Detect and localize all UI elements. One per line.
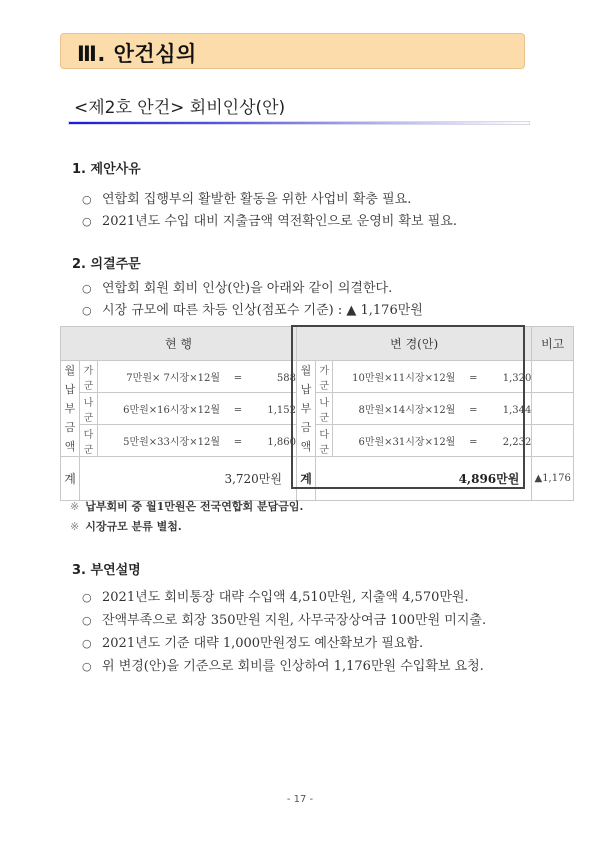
total-current: 3,720만원 — [80, 457, 297, 501]
total-label-changed: 계 — [296, 457, 315, 501]
circle-bullet-icon: ○ — [82, 215, 92, 228]
group-label: 나군 — [315, 393, 332, 425]
group-label: 나군 — [80, 393, 98, 425]
title-underline-bar — [68, 121, 530, 125]
circle-bullet-icon: ○ — [82, 637, 92, 650]
formula-cell: 10만원×11시장×12월 = 1,320 — [333, 361, 532, 393]
remark-cell — [532, 425, 574, 457]
total-label-current: 계 — [61, 457, 80, 501]
remark-cell — [532, 361, 574, 393]
group-label: 다군 — [80, 425, 98, 457]
table-total-row — [61, 457, 574, 501]
header-remark: 비고 — [532, 327, 574, 361]
formula-cell: 5만원×33시장×12월 = 1,860 — [97, 425, 296, 457]
formula-cell: 6만원×16시장×12월 = 1,152 — [97, 393, 296, 425]
agenda-title: <제2호 안건> 회비인상(안) — [74, 98, 286, 118]
group-label: 다군 — [315, 425, 332, 457]
formula-cell: 7만원× 7시장×12월 = 588 — [97, 361, 296, 393]
circle-bullet-icon: ○ — [82, 282, 92, 295]
group-label: 가군 — [315, 361, 332, 393]
section-banner — [60, 33, 525, 69]
remark-total-increase: ▲1,176 — [532, 457, 574, 501]
remark-cell — [532, 393, 574, 425]
page-number: - 17 - — [286, 794, 314, 805]
list-item: ○ 연합회 회원 회비 인상(안)을 아래와 같이 의결한다. — [82, 281, 393, 296]
heading-proposal-reason: 1. 제안사유 — [72, 162, 141, 177]
list-item: ○ 시장 규모에 따른 차등 인상(점포수 기준) : ▲ 1,176만원 — [82, 303, 423, 318]
circle-bullet-icon: ○ — [82, 614, 92, 627]
header-current: 현 행 — [61, 327, 297, 361]
footnote: ※ 납부회비 중 월1만원은 전국연합회 분담금임. — [70, 500, 304, 513]
circle-bullet-icon: ○ — [82, 193, 92, 206]
total-changed: 4,896만원 — [315, 457, 531, 501]
circle-bullet-icon: ○ — [82, 591, 92, 604]
row-label-monthly-fee: 월 납부 금액 — [296, 361, 315, 457]
list-item: ○ 2021년도 기준 대략 1,000만원정도 예산확보가 필요함. — [82, 636, 424, 651]
table-header-row — [61, 327, 574, 361]
list-item: ○ 연합회 집행부의 활발한 활동을 위한 사업비 확충 필요. — [82, 192, 412, 207]
footnote: ※ 시장규모 분류 별첨. — [70, 520, 182, 533]
heading-explanation: 3. 부연설명 — [72, 563, 141, 578]
list-item: ○ 잔액부족으로 회장 350만원 지원, 사무국장상여금 100만원 미지출. — [82, 613, 487, 628]
formula-cell: 8만원×14시장×12월 = 1,344 — [333, 393, 532, 425]
row-label-monthly-fee: 월 납부 금액 — [61, 361, 80, 457]
table-row — [61, 361, 574, 393]
table-row — [61, 393, 574, 425]
fee-comparison-table — [60, 326, 574, 501]
header-changed: 변 경(안) — [296, 327, 531, 361]
list-item: ○ 2021년도 수입 대비 지출금액 역전확인으로 운영비 확보 필요. — [82, 214, 457, 229]
formula-cell: 6만원×31시장×12월 = 2,232 — [333, 425, 532, 457]
reference-mark-icon: ※ — [70, 520, 80, 533]
heading-resolution: 2. 의결주문 — [72, 257, 141, 272]
list-item: ○ 2021년도 회비통장 대략 수입액 4,510만원, 지출액 4,570만원. — [82, 590, 469, 605]
circle-bullet-icon: ○ — [82, 304, 92, 317]
reference-mark-icon: ※ — [70, 500, 80, 513]
section-title: Ⅲ. 안건심의 — [77, 42, 197, 66]
circle-bullet-icon: ○ — [82, 660, 92, 673]
group-label: 가군 — [80, 361, 98, 393]
table-row — [61, 425, 574, 457]
list-item: ○ 위 변경(안)을 기준으로 회비를 인상하여 1,176만원 수입확보 요청. — [82, 659, 484, 674]
